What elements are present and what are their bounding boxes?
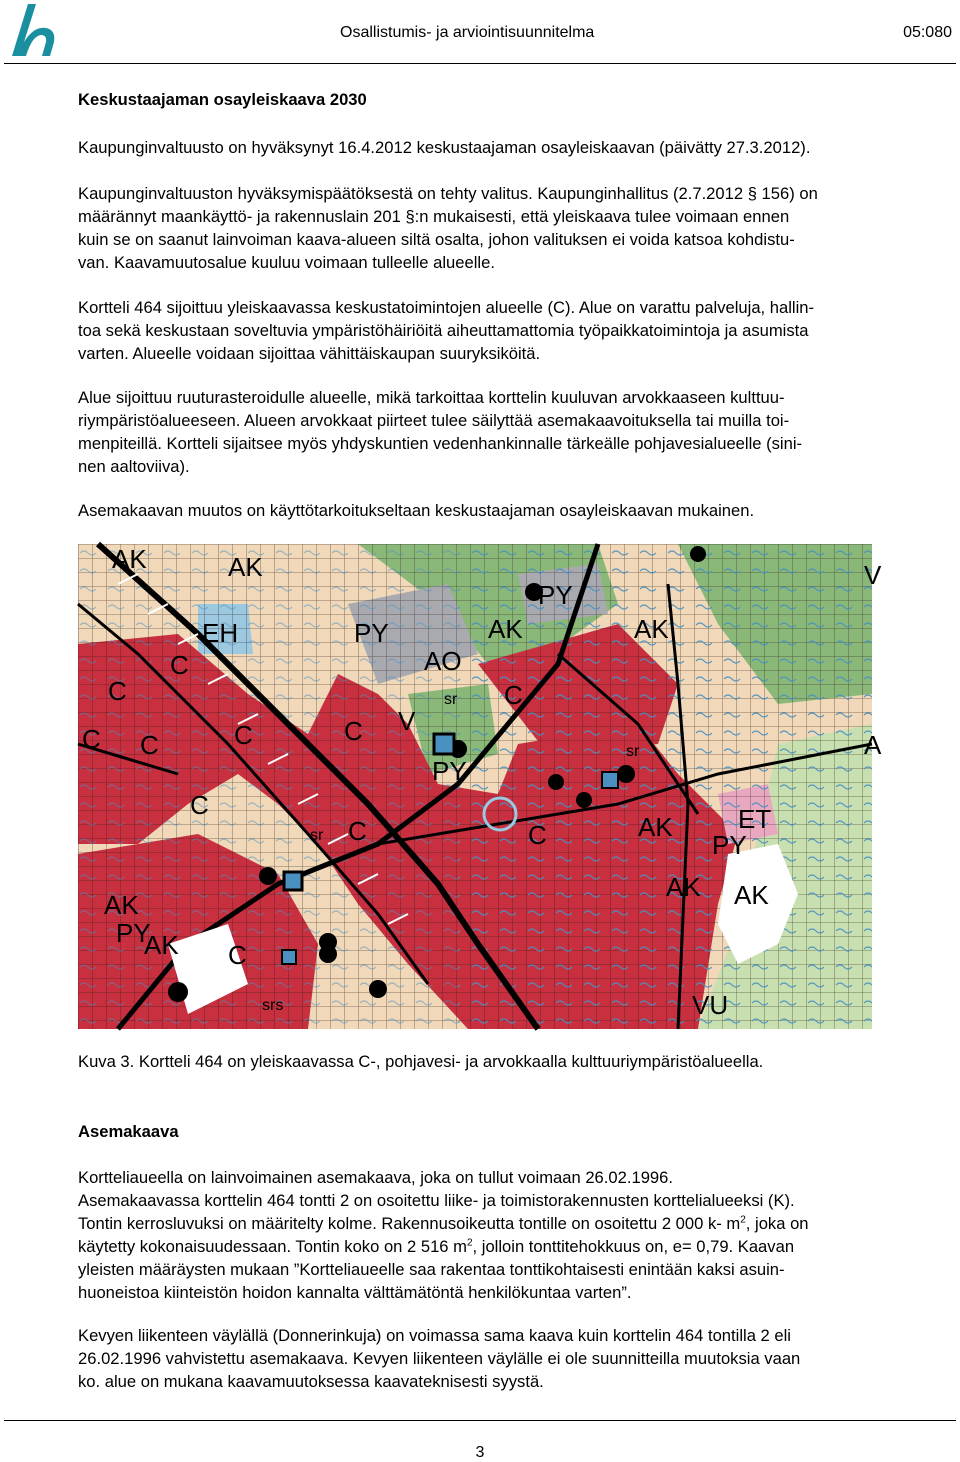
map-label: C — [528, 820, 547, 850]
map-label: AK — [144, 930, 179, 960]
text-span: , joka on — [745, 1214, 809, 1233]
map-label: C — [170, 650, 189, 680]
text-line: nen aaltoviiva). — [78, 457, 190, 476]
map-label: C — [228, 940, 247, 970]
map-label: sr — [626, 743, 640, 760]
map-label: srs — [262, 997, 284, 1014]
paragraph-approval: Kaupunginvaltuusto on hyväksynyt 16.4.2012 keskustaajaman osayleiskaavan (päivätty 27.3.2012). — [78, 138, 811, 157]
map-label: C — [82, 724, 101, 754]
text-line: Kortteliaueella on lainvoimainen asemakaava, joka on tullut voimaan 26.02.1996. — [78, 1168, 673, 1187]
header-divider — [4, 63, 956, 64]
paragraph-conformance: Asemakaavan muutos on käyttötarkoitukseltaan keskustaajaman osayleiskaavan mukainen. — [78, 501, 755, 520]
superscript: 2 — [740, 1214, 746, 1226]
map-label: C — [344, 716, 363, 746]
text-line: Kevyen liikenteen väylällä (Donnerinkuja) on voimassa sama kaava kuin korttelin 464 tontilla 2 eli — [78, 1326, 791, 1345]
map-label: AK — [734, 880, 769, 910]
map-label: ET — [738, 804, 772, 834]
map-graphic — [78, 544, 882, 1029]
text-line: määrännyt maankäyttö- ja rakennuslain 201 §:n mukaisesti, että yleiskaava tulee voimaan ennen — [78, 207, 790, 226]
map-label: EH — [202, 618, 239, 648]
map-label: PY — [712, 830, 747, 860]
map-label: VU — [692, 990, 729, 1020]
text-span: , jolloin tonttitehokkuus on, e= 0,79. Kaavan — [472, 1237, 795, 1256]
map-label: AK — [104, 890, 139, 920]
text-line: Kortteli 464 sijoittuu yleiskaavassa keskustatoimintojen alueelle (C). Alue on varattu palveluja, hallin- — [78, 298, 815, 317]
text-line: yleisten määräysten mukaan ”Kortteliaueelle saa rakentaa tonttikohtaisesti enintään kaksi asuin- — [78, 1260, 785, 1279]
superscript: 2 — [466, 1237, 473, 1249]
paragraph-block-464 — [78, 296, 944, 365]
document-code: 05:080 — [903, 24, 952, 41]
text-line — [78, 1212, 944, 1235]
map-label: C — [190, 790, 209, 820]
map-label: C — [234, 720, 253, 750]
map-label: sr — [310, 827, 324, 844]
map-label: PY — [354, 618, 389, 648]
map-label: PY — [116, 918, 151, 948]
map-label: C — [140, 730, 159, 760]
text-line: Asemakaavassa korttelin 464 tontti 2 on osoitettu liike- ja toimistorakennusten korttelialueeksi (K). — [78, 1191, 795, 1210]
map-label: AK — [634, 614, 669, 644]
map-label: AK — [228, 552, 263, 582]
map-label: PY — [432, 756, 467, 786]
map-label: AO — [424, 646, 462, 676]
general-plan-map — [78, 544, 882, 1029]
section-heading-osayleiskaava: Keskustaajaman osayleiskaava 2030 — [78, 90, 367, 109]
map-label: C — [504, 680, 523, 710]
map-label: V — [398, 706, 416, 736]
paragraph-cultural-area — [78, 386, 944, 478]
text-line: menpiteillä. Kortteli sijaitsee myös yhdyskuntien vedenhankinnalle tärkeälle pohjavesialueelle (sini- — [78, 434, 803, 453]
text-line: varten. Alueelle voidaan sijoittaa vähittäiskaupan suuryksiköitä. — [78, 344, 541, 363]
map-label: sr — [444, 691, 458, 708]
text-line: van. Kaavamuutosalue kuuluu voimaan tulleelle alueelle. — [78, 253, 495, 272]
text-line: riympäristöalueeseen. Alueen arvokkaat piirteet tulee säilyttää asemakaavoituksella tai muilla toi- — [78, 411, 790, 430]
map-label: C — [348, 816, 367, 846]
text-line: ko. alue on mukana kaavamuutoksessa kaavateknisesti syystä. — [78, 1372, 544, 1391]
text-line: kuin se on saanut lainvoiman kaava-alueen siltä osalta, johon valituksen ei voida katsoa kohdistu- — [78, 230, 795, 249]
map-label: AK — [488, 614, 523, 644]
map-label: C — [108, 676, 127, 706]
text-line: huoneistoa kiinteistön hoidon kannalta välttämätöntä henkilökuntaa varten”. — [78, 1283, 632, 1302]
map-label: A — [864, 730, 882, 760]
text-span: Tontin kerrosluvuksi on määritelty kolme. Rakennusoikeutta tontille on osoitettu 2 000 k- m — [78, 1214, 741, 1233]
document-title: Osallistumis- ja arviointisuunnitelma — [340, 24, 595, 41]
text-line: toa sekä keskustaan soveltuvia ympäristöhäiriöitä aiheuttamattomia työpaikkatoimintoja ja asumista — [78, 321, 809, 340]
figure-caption: Kuva 3. Kortteli 464 on yleiskaavassa C-, pohjavesi- ja arvokkaalla kulttuuriympäristöalueella. — [78, 1052, 764, 1071]
footer-divider — [4, 1420, 956, 1421]
page-header — [0, 0, 960, 64]
paragraph-pedestrian-route — [78, 1324, 944, 1393]
map-label: AK — [638, 812, 673, 842]
section-heading-asemakaava: Asemakaava — [78, 1122, 179, 1141]
company-logo — [4, 2, 64, 58]
text-line: 26.02.1996 vahvistettu asemakaava. Kevyen liikenteen väylälle ei ole suunnitteilla muutoksia vaan — [78, 1349, 801, 1368]
map-label: AK — [666, 872, 701, 902]
map-label: PY — [538, 580, 573, 610]
map-label: V — [864, 560, 882, 590]
text-line: Alue sijoittuu ruuturasteroidulle alueelle, mikä tarkoittaa korttelin kuuluvan arvokkaaseen kulttuu- — [78, 388, 785, 407]
page-number: 3 — [475, 1444, 485, 1461]
paragraph-zoning — [78, 1166, 944, 1304]
paragraph-appeal — [78, 182, 944, 274]
text-line — [78, 1235, 944, 1258]
map-label: AK — [112, 544, 147, 574]
text-span: käytetty kokonaisuudessaan. Tontin koko on 2 516 m — [78, 1237, 467, 1256]
text-line: Kaupunginvaltuuston hyväksymispäätöksestä on tehty valitus. Kaupunginhallitus (2.7.2012 § 156) on — [78, 184, 818, 203]
